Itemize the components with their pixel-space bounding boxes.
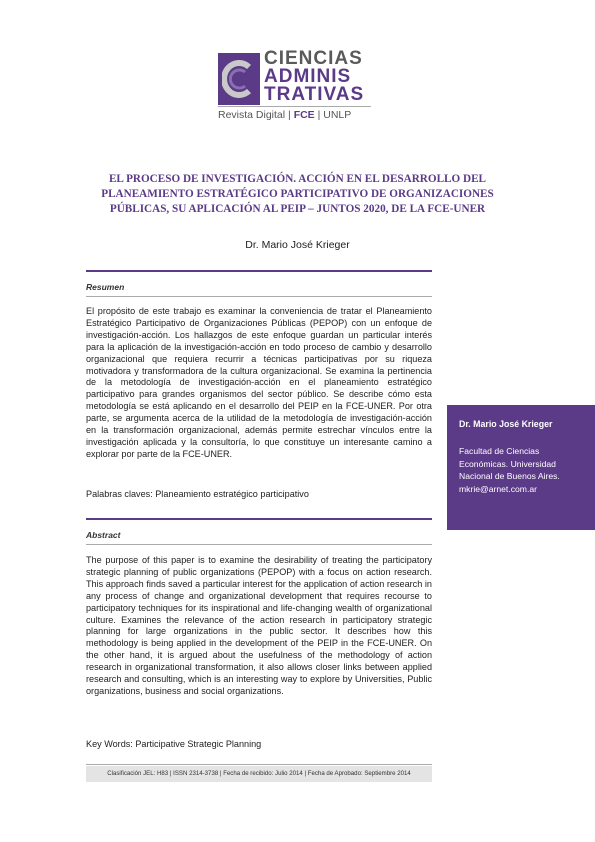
- abstract-keywords: Key Words: Participative Strategic Planning: [86, 739, 262, 749]
- abstract-divider: [86, 544, 432, 545]
- sidebar-affiliation: Facultad de Ciencias Económicas. Universidad Nacional de Buenos Aires. mkrie@arnet.com.ar: [459, 446, 560, 494]
- footer-rule: [86, 764, 432, 765]
- resumen-label: Resumen: [86, 282, 125, 292]
- resumen-text: El propósito de este trabajo es examinar la conveniencia de tratar el Planeamiento Estratégico Participativo de Organizaciones Públicas (PEPOP) con un enfoque de investigación-acción. Los hallazgos de este enfoque guardan un particular interés para la aplicación de la investigación-acción en todo proceso de cambio y desarrollo organizacional que requiera recurrir a técnicas participativas por su riqueza motivadora y transformadora de la cultura organizacional. Se examina la pertinencia de la metodología de investigación-acción en el planeamiento estratégico participativo para grandes organismos del sector público. Se describe cómo esta metodología se está aplicando en el desarrollo del PEIP en la FCE-UNER. Por otra parte, se argumenta acerca de la utilidad de la metodología de investigación-acción en la transformación organizacional, además permite estrechar vínculos entre la investigación aplicada y la consultoría, lo que constituye un interesante camino a explorar por parte de la FCE-UNER.: [86, 306, 432, 459]
- author-sidebar: [447, 405, 595, 530]
- footer-metadata: Clasificación JEL: H83 | ISSN 2314-3738 | Fecha de recibido: Julio 2014 | Fecha de Aprobado: Septiembre 2014: [86, 766, 432, 782]
- article-title: EL PROCESO DE INVESTIGACIÓN. ACCIÓN EN EL DESARROLLO DEL PLANEAMIENTO ESTRATÉGICO PARTICIPATIVO DE ORGANIZACIONES PÚBLICAS, SU APLICACIÓN AL PEIP – JUNTOS 2020, DE LA FCE-UNER: [101, 173, 494, 215]
- resumen-top-rule: [86, 270, 432, 272]
- article-author: Dr. Mario José Krieger: [245, 239, 350, 251]
- abstract-text: The purpose of this paper is to examine the desirability of treating the participatory strategic planning of public organizations (PEPOP) with a focus on action research. This approach finds saved a particular interest for the application of action research in any process of change and organizational development that requires recourse to participatory techniques for its inspirational and life-changing wealth of organizational culture. Examines the relevance of the action research in participatory strategic planning for large organizations in the public sector. It describes how this methodology is being applied in the development of the PEIP in the FCE-UNER. On the other hand, it is argued about the usefulness of the methodology of action research in organizational transformation, it also allows closer links between applied research and consulting, which is an interesting way to explore by Universities, Public organizations, business and social organizations.: [86, 555, 432, 696]
- journal-logo-text: [264, 50, 374, 104]
- abstract-label: Abstract: [86, 530, 121, 540]
- subtitle-left: Revista Digital |: [218, 109, 291, 121]
- subtitle-right: | UNLP: [317, 109, 352, 121]
- logo-line-2: ADMINIS: [264, 66, 352, 87]
- logo-line-1: CIENCIAS: [264, 48, 363, 69]
- logo-divider: [218, 106, 371, 107]
- subtitle-mid: FCE: [293, 109, 315, 121]
- journal-logo-mark: [218, 53, 260, 105]
- abstract-top-rule: [86, 518, 432, 520]
- logo-c-icon: [222, 59, 256, 99]
- resumen-divider: [86, 296, 432, 297]
- logo-line-3: TRATIVAS: [264, 84, 365, 105]
- sidebar-author-name: Dr. Mario José Krieger: [459, 419, 553, 429]
- journal-subtitle: [218, 109, 378, 121]
- resumen-keywords: Palabras claves: Planeamiento estratégico participativo: [86, 489, 309, 499]
